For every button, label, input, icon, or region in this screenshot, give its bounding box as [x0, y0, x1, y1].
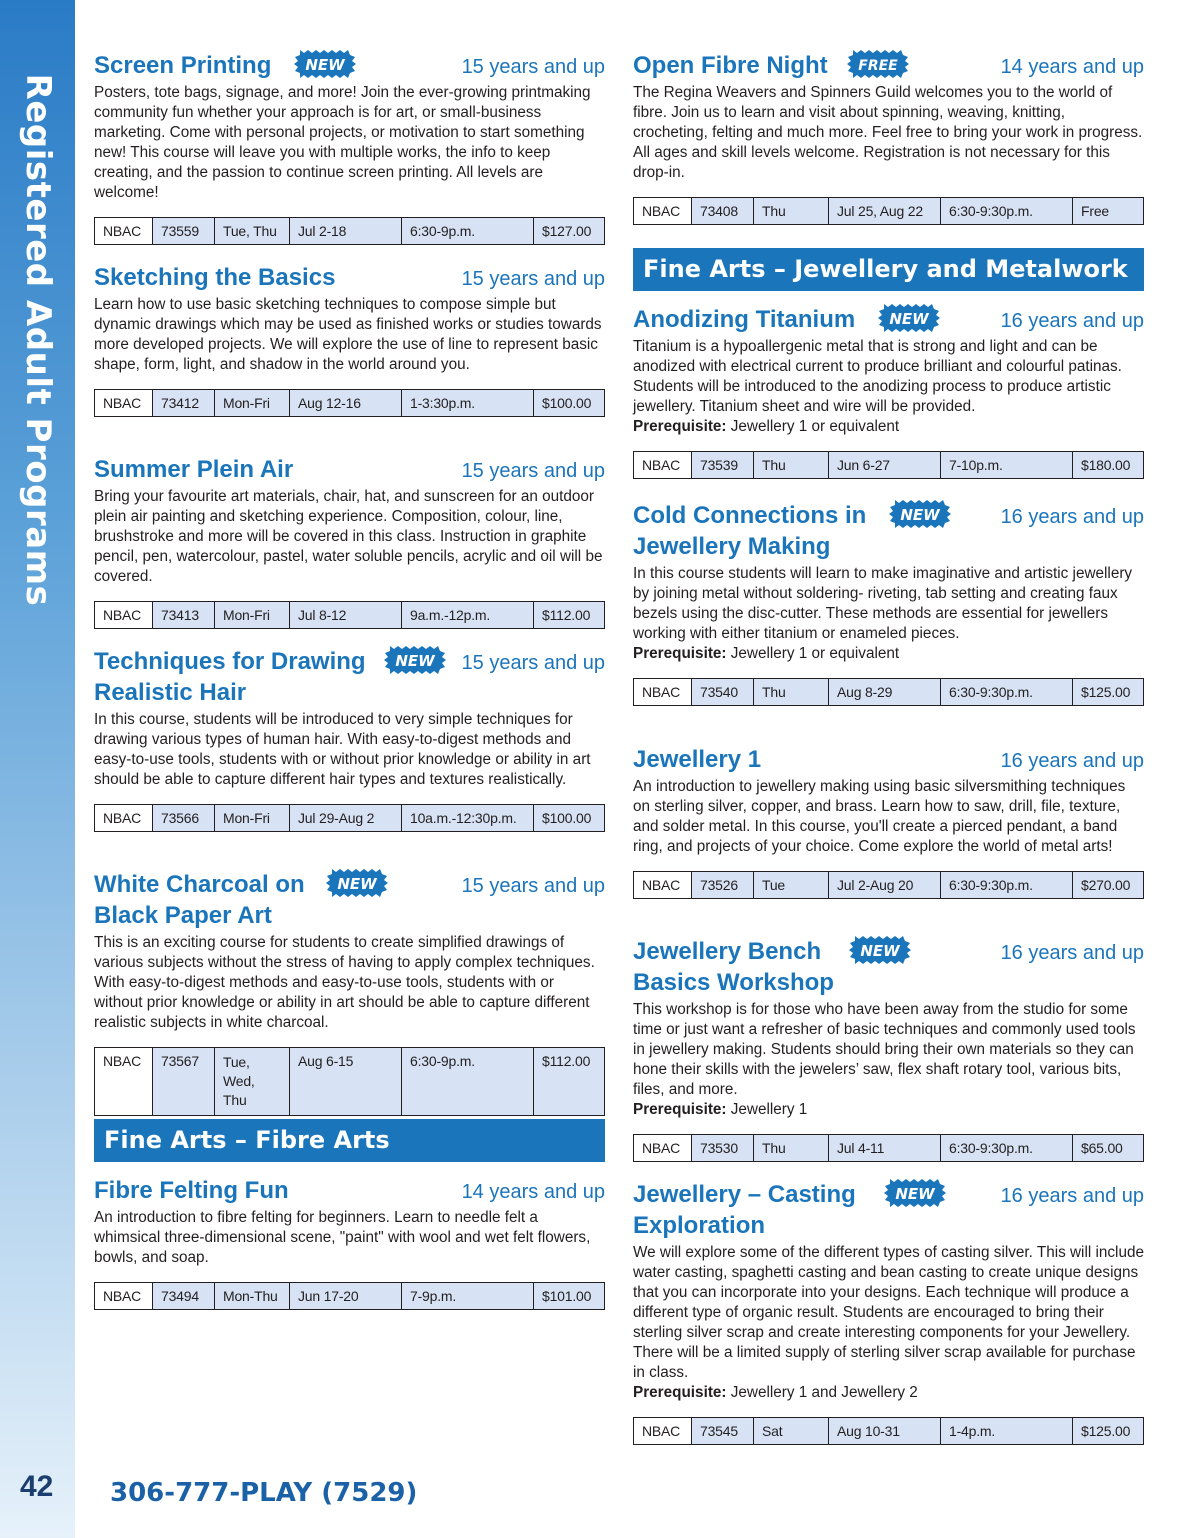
course-title: Fibre Felting Fun: [94, 1177, 289, 1204]
course-open-fibre-night: [633, 50, 1144, 225]
age-range: 15 years and up: [461, 652, 605, 674]
dates-cell: Jul 25, Aug 22: [829, 198, 941, 225]
location-cell: NBAC: [95, 1283, 153, 1310]
time-cell: 6:30-9:30p.m.: [941, 679, 1073, 706]
schedule-table: [94, 601, 605, 629]
time-cell: 1-4p.m.: [941, 1418, 1073, 1445]
course-description: Bring your favourite art materials, chair, hat, and sunscreen for an outdoor plein air painting and sketching experience. Composition, colour, line, brushstroke and more will be covered in this class. Instruction in graphite pencil, pen, watercolour, pastel, water soluble pencils, acrylic and oil will be covered.: [94, 488, 603, 585]
days-cell: Mon-Fri: [215, 390, 290, 417]
course-bench-basics: [633, 936, 1144, 1162]
table-row: [95, 805, 605, 832]
table-row: [634, 198, 1144, 225]
course-title: Summer Plein Air: [94, 456, 294, 483]
price-cell: $127.00: [534, 218, 605, 245]
schedule-table: [633, 871, 1144, 899]
barcode-cell: 73559: [153, 218, 215, 245]
course-jewellery-1: [633, 744, 1144, 899]
table-row: [95, 602, 605, 629]
dates-cell: Aug 10-31: [829, 1418, 941, 1445]
course-realistic-hair: [94, 646, 605, 832]
location-cell: NBAC: [634, 1135, 692, 1162]
time-cell: 6:30-9:30p.m.: [941, 872, 1073, 899]
table-row: [634, 1135, 1144, 1162]
prerequisite-label: Prerequisite:: [633, 1384, 727, 1401]
schedule-table: [633, 451, 1144, 479]
sidebar-title: Registered Adult Programs: [18, 73, 58, 607]
table-row: [634, 1418, 1144, 1445]
course-title: [94, 869, 305, 931]
age-range: 16 years and up: [1000, 942, 1144, 964]
new-badge-icon: [878, 303, 940, 333]
course-description: [633, 1243, 1144, 1403]
barcode-cell: 73539: [692, 452, 754, 479]
prerequisite-label: Prerequisite:: [633, 418, 727, 435]
course-description: In this course, students will be introduced to very simple techniques for drawing various types of human hair. With easy-to-digest methods and easy-to-use tools, students with or without prior knowledge or ability in art should be able to capture different hair types and textures realistically.: [94, 711, 591, 788]
age-range: 14 years and up: [1000, 56, 1144, 78]
barcode-cell: 73408: [692, 198, 754, 225]
location-cell: NBAC: [95, 805, 153, 832]
prerequisite-value: Jewellery 1: [730, 1101, 808, 1118]
time-cell: 7-10p.m.: [941, 452, 1073, 479]
table-row: [95, 218, 605, 245]
svg-text:NEW: NEW: [395, 652, 435, 670]
schedule-table: [633, 197, 1144, 225]
age-range: 15 years and up: [461, 56, 605, 78]
prerequisite-value: Jewellery 1 and Jewellery 2: [730, 1384, 918, 1401]
course-description: Learn how to use basic sketching techniques to compose simple but dynamic drawings which may be used as finished works or studies towards more developed projects. We will explore the use of line to represent basic shape, form, light, and shadow in the world around you.: [94, 296, 602, 373]
page-number: 42: [20, 1470, 54, 1503]
course-title: Open Fibre Night: [633, 52, 828, 79]
days-cell: Thu: [754, 1135, 829, 1162]
dates-cell: Jul 2-Aug 20: [829, 872, 941, 899]
course-description: [633, 564, 1144, 664]
barcode-cell: 73494: [153, 1283, 215, 1310]
schedule-table: [94, 804, 605, 832]
days-cell: Mon-Fri: [215, 602, 290, 629]
location-cell: NBAC: [95, 390, 153, 417]
svg-text:NEW: NEW: [889, 310, 929, 328]
price-cell: $100.00: [534, 390, 605, 417]
age-range: 16 years and up: [1000, 750, 1144, 772]
course-casting-exploration: [633, 1179, 1144, 1445]
course-title-line1: Jewellery – Casting: [633, 1181, 856, 1208]
phone-number: 306-777-PLAY (7529): [110, 1478, 418, 1508]
location-cell: NBAC: [95, 1048, 153, 1116]
table-row: [95, 1048, 605, 1116]
schedule-table: [94, 389, 605, 417]
course-title: [633, 500, 866, 562]
dates-cell: Jun 6-27: [829, 452, 941, 479]
age-range: 15 years and up: [461, 268, 605, 290]
time-cell: 6:30-9p.m.: [402, 218, 534, 245]
course-title-line1: Cold Connections in: [633, 502, 867, 529]
prerequisite-value: Jewellery 1 or equivalent: [730, 645, 900, 662]
barcode-cell: 73566: [153, 805, 215, 832]
barcode-cell: 73530: [692, 1135, 754, 1162]
course-title-line1: Jewellery Bench: [633, 938, 822, 965]
new-badge-icon: [294, 49, 356, 79]
course-sketching-basics: [94, 262, 605, 417]
age-range: 14 years and up: [461, 1181, 605, 1203]
course-title-line2: Realistic Hair: [94, 679, 247, 706]
barcode-cell: 73545: [692, 1418, 754, 1445]
location-cell: NBAC: [634, 1418, 692, 1445]
description-text: Titanium is a hypoallergenic metal that is strong and light and can be anodized with electrical current to produce brilliant and colourful patinas. Students will be introduced to the anodizing process to produce artistic jewellery. Titanium sheet and wire will be provided.: [633, 338, 1122, 415]
barcode-cell: 73526: [692, 872, 754, 899]
price-cell: $270.00: [1073, 872, 1144, 899]
new-badge-icon: [884, 1178, 946, 1208]
course-title: Sketching the Basics: [94, 264, 336, 291]
dates-cell: Jun 17-20: [290, 1283, 402, 1310]
new-badge-icon: [849, 935, 911, 965]
free-badge-icon: [847, 49, 909, 79]
dates-cell: Jul 29-Aug 2: [290, 805, 402, 832]
course-title-line2: Black Paper Art: [94, 902, 272, 929]
time-cell: 6:30-9:30p.m.: [941, 1135, 1073, 1162]
dates-cell: Jul 8-12: [290, 602, 402, 629]
age-range: 16 years and up: [1000, 506, 1144, 528]
course-fibre-felting: [94, 1175, 605, 1310]
course-description: Posters, tote bags, signage, and more! Join the ever-growing printmaking community fun whether your approach is for art, or small-business marketing. Come with personal projects, or motivation to start something new! This course will leave you with multiple works, the info to keep creating, and the passion to continue screen printing. All levels are welcome!: [94, 84, 591, 201]
course-description: An introduction to jewellery making using basic silversmithing techniques on sterling silver, copper, and brass. Learn how to saw, drill, file, texture, and solder metal. In this course, you'll create a pierced pendant, a band ring, and projects of your choice. Come explore the world of metal arts!: [633, 778, 1126, 855]
age-range: 16 years and up: [1000, 1185, 1144, 1207]
dates-cell: Aug 6-15: [290, 1048, 402, 1116]
course-title: [633, 936, 834, 998]
course-screen-printing: [94, 50, 605, 245]
barcode-cell: 73567: [153, 1048, 215, 1116]
prerequisite-value: Jewellery 1 or equivalent: [730, 418, 900, 435]
location-cell: NBAC: [634, 679, 692, 706]
course-title: Screen Printing: [94, 52, 272, 79]
course-cold-connections: [633, 500, 1144, 706]
time-cell: 6:30-9p.m.: [402, 1048, 534, 1116]
price-cell: $180.00: [1073, 452, 1144, 479]
course-title: [94, 646, 366, 708]
new-badge-icon: [889, 499, 951, 529]
course-title-line2: Basics Workshop: [633, 969, 834, 996]
price-cell: $112.00: [534, 1048, 605, 1116]
svg-text:NEW: NEW: [860, 942, 900, 960]
svg-text:NEW: NEW: [900, 506, 940, 524]
table-row: [95, 390, 605, 417]
svg-text:FREE: FREE: [858, 58, 898, 74]
barcode-cell: 73540: [692, 679, 754, 706]
section-header-fibre-arts: Fine Arts – Fibre Arts: [94, 1119, 605, 1162]
days-cell: Tue, Thu: [215, 218, 290, 245]
price-cell: $101.00: [534, 1283, 605, 1310]
course-title: Jewellery 1: [633, 746, 762, 773]
course-anodizing-titanium: [633, 304, 1144, 479]
description-text: We will explore some of the different types of casting silver. This will include water casting, spaghetti casting and bean casting to create unique designs that you can incorporate into your designs. Each technique will produce a different type of organic result. Students are encouraged to bring their sterling silver scrap and create interesting components for your Jewellery. There will be a limited supply of sterling silver scrap available for purchase in class.: [633, 1244, 1144, 1381]
location-cell: NBAC: [634, 872, 692, 899]
dates-cell: Aug 8-29: [829, 679, 941, 706]
time-cell: 6:30-9:30p.m.: [941, 198, 1073, 225]
schedule-table: [94, 1047, 605, 1116]
price-cell: $125.00: [1073, 1418, 1144, 1445]
schedule-table: [633, 1417, 1144, 1445]
course-summer-plein-air: [94, 454, 605, 629]
days-cell: Mon-Fri: [215, 805, 290, 832]
description-text: In this course students will learn to make imaginative and artistic jewellery by joining metal without soldering- riveting, tab setting and creating faux bezels using the disc-cutter. These methods are essential for jewellers working with either titanium or enameled pieces.: [633, 565, 1133, 642]
price-cell: $125.00: [1073, 679, 1144, 706]
dates-cell: Aug 12-16: [290, 390, 402, 417]
price-cell: Free: [1073, 198, 1144, 225]
course-description: [633, 337, 1144, 437]
course-title: [633, 1179, 856, 1241]
days-cell: Tue: [754, 872, 829, 899]
barcode-cell: 73412: [153, 390, 215, 417]
table-row: [634, 872, 1144, 899]
dates-cell: Jul 2-18: [290, 218, 402, 245]
course-title-line2: Jewellery Making: [633, 533, 831, 560]
time-cell: 1-3:30p.m.: [402, 390, 534, 417]
time-cell: 7-9p.m.: [402, 1283, 534, 1310]
location-cell: NBAC: [634, 198, 692, 225]
time-cell: 9a.m.-12p.m.: [402, 602, 534, 629]
course-white-charcoal: [94, 869, 605, 1116]
time-cell: 10a.m.-12:30p.m.: [402, 805, 534, 832]
days-cell: Tue, Wed, Thu: [215, 1048, 290, 1116]
table-row: [634, 679, 1144, 706]
schedule-table: [633, 1134, 1144, 1162]
svg-text:NEW: NEW: [305, 56, 345, 74]
schedule-table: [94, 1282, 605, 1310]
section-header-jewellery: Fine Arts – Jewellery and Metalwork: [633, 248, 1144, 291]
days-cell: Thu: [754, 679, 829, 706]
days-cell: Sat: [754, 1418, 829, 1445]
course-title-line2: Exploration: [633, 1212, 766, 1239]
prerequisite-label: Prerequisite:: [633, 1101, 727, 1118]
age-range: 16 years and up: [1000, 310, 1144, 332]
schedule-table: [633, 678, 1144, 706]
new-badge-icon: [384, 645, 446, 675]
course-title: Anodizing Titanium: [633, 306, 856, 333]
dates-cell: Jul 4-11: [829, 1135, 941, 1162]
price-cell: $100.00: [534, 805, 605, 832]
table-row: [634, 452, 1144, 479]
location-cell: NBAC: [95, 218, 153, 245]
sidebar-band: [0, 0, 75, 1538]
course-description: An introduction to fibre felting for beginners. Learn to needle felt a whimsical three-dimensional scene, "paint" with wool and wet felt flowers, bowls, and soap.: [94, 1209, 591, 1266]
age-range: 15 years and up: [461, 875, 605, 897]
course-description: This is an exciting course for students to create simplified drawings of various subjects without the stress of having to apply complex techniques. With easy-to-digest methods and easy-to-use tools, students with or without prior knowledge or ability in art should be able to capture different realistic subjects in white charcoal.: [94, 934, 595, 1031]
svg-text:NEW: NEW: [337, 875, 377, 893]
new-badge-icon: [326, 868, 388, 898]
barcode-cell: 73413: [153, 602, 215, 629]
location-cell: NBAC: [634, 452, 692, 479]
days-cell: Mon-Thu: [215, 1283, 290, 1310]
course-title-line1: Techniques for Drawing: [94, 648, 366, 675]
days-cell: Thu: [754, 452, 829, 479]
price-cell: $65.00: [1073, 1135, 1144, 1162]
description-text: This workshop is for those who have been away from the studio for some time or just want a refresher of basic techniques and commonly used tools in jewellery making. Students should bring their own materials so they can hone their skills with the jewelers’ saw, flex shaft rotary tool, various bits, files, and more.: [633, 1001, 1136, 1098]
age-range: 15 years and up: [461, 460, 605, 482]
location-cell: NBAC: [95, 602, 153, 629]
prerequisite-label: Prerequisite:: [633, 645, 727, 662]
course-title-line1: White Charcoal on: [94, 871, 305, 898]
schedule-table: [94, 217, 605, 245]
price-cell: $112.00: [534, 602, 605, 629]
table-row: [95, 1283, 605, 1310]
course-description: [633, 1000, 1144, 1120]
svg-text:NEW: NEW: [895, 1185, 935, 1203]
days-cell: Thu: [754, 198, 829, 225]
course-description: The Regina Weavers and Spinners Guild welcomes you to the world of fibre. Join us to learn and visit about spinning, weaving, knitting, crocheting, felting and much more. Feel free to bring your work in progress. All ages and skill levels welcome. Registration is not necessary for this drop-in.: [633, 84, 1143, 181]
